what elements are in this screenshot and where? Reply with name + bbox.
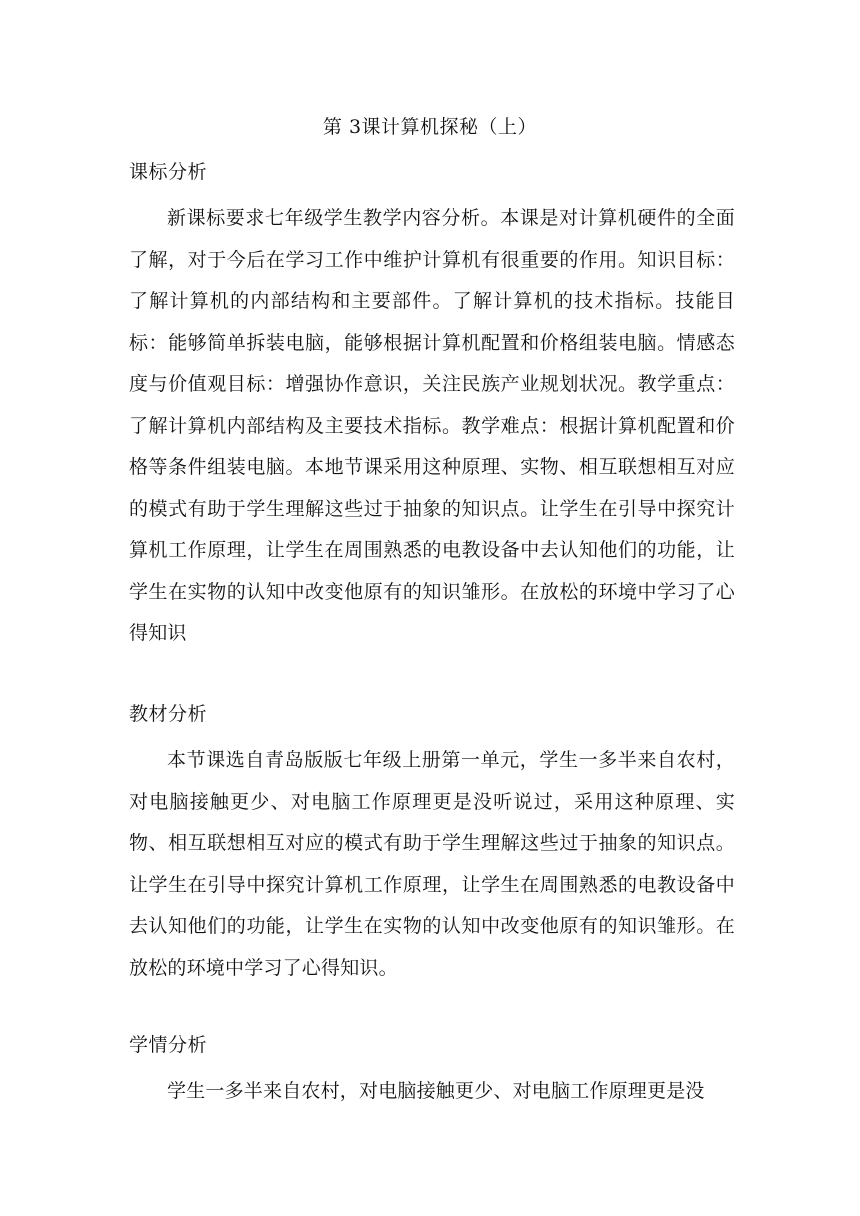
section-heading-learner-analysis: 学情分析	[129, 1034, 208, 1056]
section-paragraph-learner-analysis: 学生一多半来自农村，对电脑接触更少、对电脑工作原理更是没	[167, 1080, 705, 1102]
section-heading-curriculum-analysis: 课标分析	[129, 161, 208, 183]
document-title: 第 3课计算机探秘（上）	[322, 116, 538, 138]
section-paragraph-curriculum-analysis: 新课标要求七年级学生教学内容分析。本课是对计算机硬件的全面了解，对于今后在学习工作中维护计算机有很重要的作用。知识目标：了解计算机的内部结构和主要部件。了解计算机的技术指标。技能目标：能够简单拆装电脑，能够根据计算机配置和价格组装电脑。情感态度与价值观目标：增强协作意识，关注民族产业规划状况。教学重点：了解计算机内部结构及主要技术指标。教学难点：根据计算机配置和价格等条件组装电脑。本地节课采用这种原理、实物、相互联想相互对应的模式有助于学生理解这些过于抽象的知识点。让学生在引导中探究计算机工作原理，让学生在周围熟悉的电教设备中去认知他们的功能，让学生在实物的认知中改变他原有的知识雏形。在放松的环境中学习了心得知识	[129, 207, 735, 644]
section-heading-textbook-analysis: 教材分析	[129, 703, 208, 725]
section-paragraph-textbook-analysis: 本节课选自青岛版版七年级上册第一单元，学生一多半来自农村，对电脑接触更少、对电脑工作原理更是没听说过，采用这种原理、实物、相互联想相互对应的模式有助于学生理解这些过于抽象的知识点。让学生在引导中探究计算机工作原理，让学生在周围熟悉的电教设备中去认知他们的功能，让学生在实物的认知中改变他原有的知识雏形。在放松的环境中学习了心得知识。	[129, 749, 735, 979]
